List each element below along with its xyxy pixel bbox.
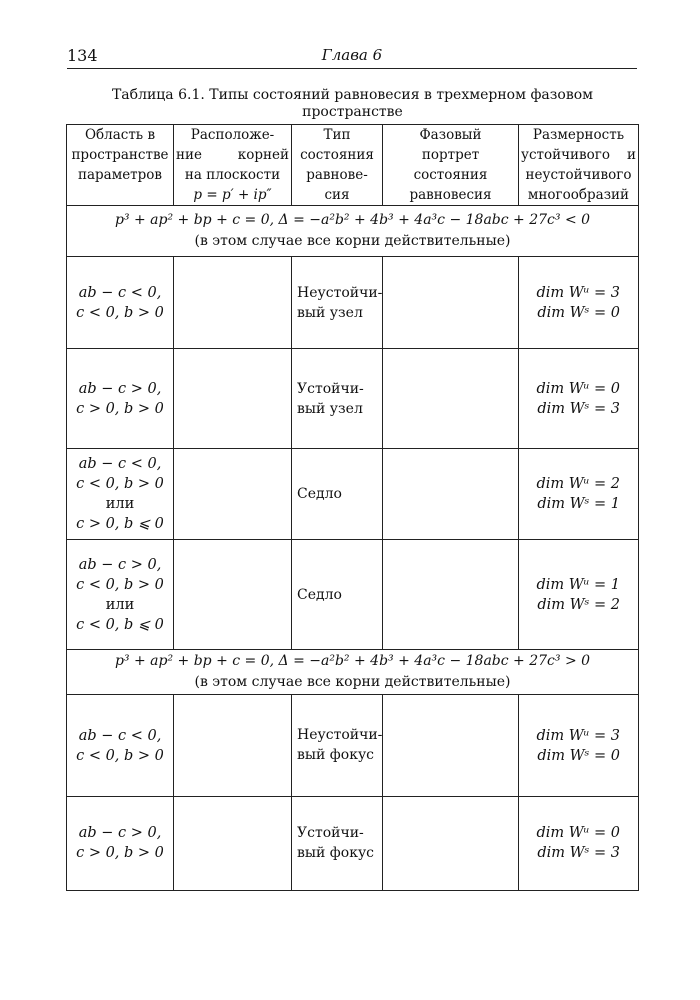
dimension-cell — [519, 797, 639, 891]
section-condition — [67, 206, 639, 257]
header-line: параметров — [77, 167, 163, 183]
dimension-line: dim Wˢ = 1 — [537, 496, 620, 512]
section-note: (в этом случае все корни действительные) — [194, 233, 511, 249]
roots-cell — [174, 449, 292, 540]
parameter-condition — [67, 257, 174, 349]
condition-line: ab − c > 0, — [78, 556, 162, 573]
portrait-cell — [383, 449, 519, 540]
dimension-line: dim Wˢ = 3 — [537, 845, 620, 861]
type-line: вый фокус — [297, 845, 375, 861]
condition-line: c < 0, b > 0 — [76, 304, 164, 321]
dimension-cell — [519, 449, 639, 540]
roots-cell — [174, 695, 292, 797]
section-row — [67, 650, 639, 695]
portrait-cell — [383, 540, 519, 650]
type-line: Неустойчи- — [297, 727, 383, 743]
table-row — [67, 449, 639, 540]
parameter-condition — [67, 695, 174, 797]
condition-line: ab − c > 0, — [78, 825, 162, 841]
condition-line: c < 0, b > 0 — [76, 747, 164, 764]
running-head: Глава 6 — [321, 46, 383, 64]
header-line: сия — [324, 187, 350, 203]
condition-line: ab − c < 0, — [78, 456, 162, 472]
header-line: портрет — [421, 147, 480, 163]
condition-line: c < 0, b ⩽ 0 — [76, 616, 164, 633]
type-line: вый фокус — [297, 747, 375, 763]
caption-line: Таблица 6.1. Типы состояний равновесия в трехмерном фазовом — [111, 87, 594, 103]
dimension-cell — [519, 540, 639, 650]
column-header-portrait — [383, 125, 519, 206]
condition-line: c > 0, b > 0 — [76, 845, 164, 861]
column-header-dimension — [519, 125, 639, 206]
dimension-line: dim Wˢ = 3 — [537, 400, 620, 417]
header-line: состояния — [300, 147, 374, 163]
table-caption — [95, 87, 610, 121]
discriminant-formula: p³ + ap² + bp + c = 0, Δ = −a²b² + 4b³ + 4a³c − 18abc + 27c³ < 0 — [114, 212, 591, 228]
dimension-cell — [519, 349, 639, 449]
dimension-cell — [519, 695, 639, 797]
equilibrium-types-table — [66, 124, 639, 891]
discriminant-formula: p³ + ap² + bp + c = 0, Δ = −a²b² + 4b³ + 4a³c − 18abc + 27c³ > 0 — [114, 653, 591, 669]
condition-line: ab − c < 0, — [78, 284, 162, 301]
header-line: Фазовый — [419, 127, 482, 143]
header-line: неустойчивого — [525, 167, 632, 183]
type-line: вый узел — [297, 401, 363, 417]
dimension-line: dim Wˢ = 0 — [537, 747, 620, 764]
dimension-line: dim Wᵘ = 1 — [536, 576, 620, 593]
equilibrium-type — [292, 695, 383, 797]
equilibrium-type — [292, 257, 383, 349]
table-row — [67, 349, 639, 449]
parameter-condition — [67, 349, 174, 449]
condition-line: c < 0, b > 0 — [76, 576, 164, 593]
roots-cell — [174, 257, 292, 349]
condition-line: c > 0, b ⩽ 0 — [76, 516, 164, 532]
condition-line: или — [105, 596, 135, 613]
condition-line: или — [105, 496, 135, 512]
condition-line: ab − c > 0, — [78, 380, 162, 397]
page-number: 134 — [67, 46, 98, 65]
dimension-line: dim Wᵘ = 2 — [536, 476, 620, 492]
header-line: Расположе- — [190, 127, 275, 143]
condition-line: c > 0, b > 0 — [76, 400, 164, 417]
table-row — [67, 257, 639, 349]
roots-cell — [174, 797, 292, 891]
type-line: вый узел — [297, 305, 363, 321]
section-row — [67, 206, 639, 257]
parameter-condition — [67, 449, 174, 540]
header-line: состояния — [413, 167, 488, 183]
caption-line: пространстве — [302, 104, 403, 120]
header-line: многообразий — [527, 187, 630, 203]
parameter-condition — [67, 797, 174, 891]
table-row — [67, 540, 639, 650]
section-note: (в этом случае все корни действительные) — [194, 674, 511, 690]
dimension-line: dim Wᵘ = 0 — [536, 825, 620, 841]
portrait-cell — [383, 349, 519, 449]
equilibrium-type — [292, 349, 383, 449]
page-header — [67, 44, 637, 69]
dimension-line: dim Wᵘ = 3 — [536, 727, 620, 744]
roots-cell — [174, 349, 292, 449]
header-line: пространстве — [71, 147, 169, 163]
dimension-line: dim Wᵘ = 3 — [536, 284, 620, 301]
condition-line: c < 0, b > 0 — [76, 476, 164, 492]
equilibrium-type — [292, 540, 383, 650]
dimension-cell — [519, 257, 639, 349]
dimension-line: dim Wˢ = 2 — [537, 596, 620, 613]
type-line: Седло — [297, 586, 342, 603]
portrait-cell — [383, 797, 519, 891]
header-line: устойчивого и — [521, 147, 636, 163]
portrait-cell — [383, 695, 519, 797]
header-line: Область в — [84, 127, 156, 143]
header-line: p = p′ + ip″ — [193, 187, 272, 203]
parameter-condition — [67, 540, 174, 650]
type-line: Седло — [297, 486, 342, 502]
type-line: Устойчи- — [297, 381, 364, 397]
header-line: равнове- — [306, 167, 368, 183]
header-line: Размерность — [532, 127, 625, 143]
header-line: равновесия — [409, 187, 492, 203]
header-line: Тип — [323, 127, 351, 143]
roots-cell — [174, 540, 292, 650]
equilibrium-type — [292, 797, 383, 891]
table-header-row — [67, 125, 639, 206]
dimension-line: dim Wᵘ = 0 — [536, 380, 620, 397]
type-line: Неустойчи- — [297, 285, 383, 301]
column-header-roots — [174, 125, 292, 206]
table-row — [67, 695, 639, 797]
portrait-cell — [383, 257, 519, 349]
table-row — [67, 797, 639, 891]
equilibrium-type — [292, 449, 383, 540]
header-line: ние корней — [176, 147, 289, 163]
section-condition — [67, 650, 639, 695]
header-line: на плоскости — [184, 167, 281, 183]
column-header-region — [67, 125, 174, 206]
dimension-line: dim Wˢ = 0 — [537, 304, 620, 321]
condition-line: ab − c < 0, — [78, 727, 162, 744]
column-header-type — [292, 125, 383, 206]
type-line: Устойчи- — [297, 825, 364, 841]
